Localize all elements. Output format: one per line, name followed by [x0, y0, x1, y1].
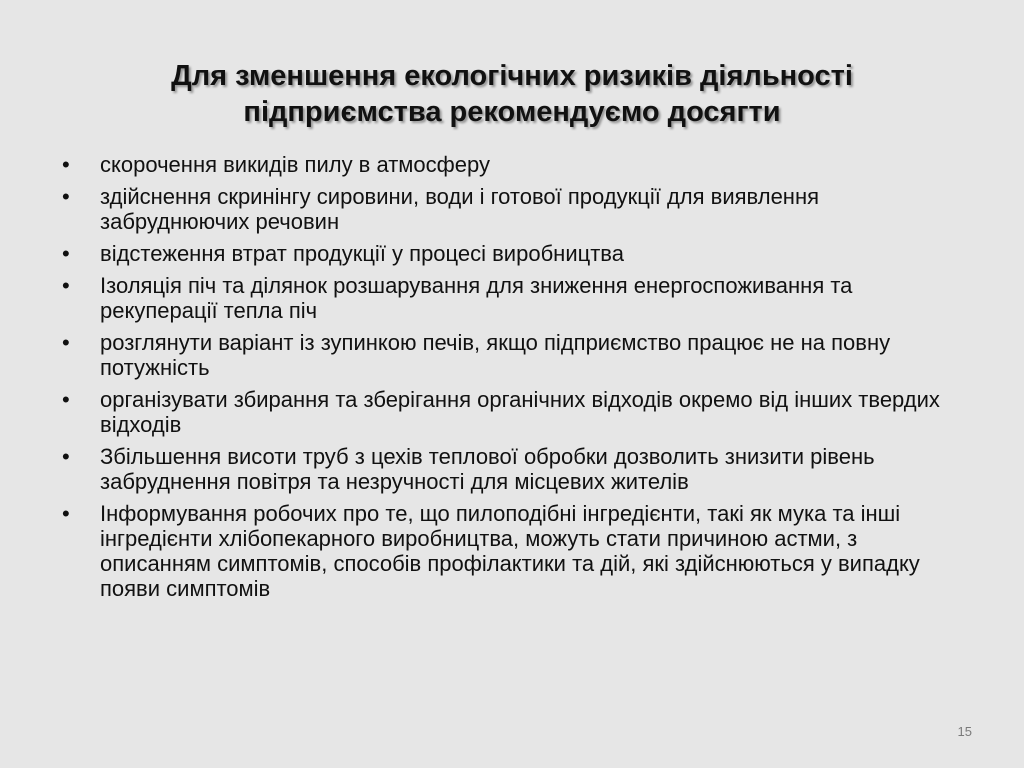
bullet-icon: • — [62, 273, 70, 298]
slide-title-line-2: підприємства рекомендуємо досягти — [243, 96, 781, 128]
bullet-icon: • — [62, 444, 70, 469]
bullet-text: організувати збирання та зберігання органічних відходів окремо від інших твердих відходів — [100, 387, 940, 437]
bullet-icon: • — [62, 241, 70, 266]
bullet-text: Збільшення висоти труб з цехів теплової обробки дозволить знизити рівень забруднення повітря та незручності для місцевих жителів — [100, 444, 875, 494]
bullet-text: Інформування робочих про те, що пилоподібні інгредієнти, такі як мука та інші інгредієнти хлібопекарного виробництва, можуть стати причиною астми, з описанням симптомів, способів профілактики та дій, які здійснюються у випадку появи симптомів — [100, 501, 920, 601]
slide-title — [96, 58, 928, 130]
bullet-icon: • — [62, 501, 70, 526]
bullet-text: Ізоляція піч та ділянок розшарування для зниження енергоспоживання та рекуперації тепла піч — [100, 273, 853, 323]
bullet-text: здійснення скринінгу сировини, води і готової продукції для виявлення забруднюючих речовин — [100, 184, 820, 234]
bullet-icon: • — [62, 387, 70, 412]
bullet-item — [62, 184, 952, 234]
bullet-text: відстеження втрат продукції у процесі виробництва — [100, 241, 624, 266]
bullet-item — [62, 273, 952, 323]
bullet-item — [62, 241, 952, 266]
page-number: 15 — [957, 724, 972, 739]
bullet-text: скорочення викидів пилу в атмосферу — [100, 152, 490, 177]
bullet-list — [62, 152, 952, 608]
bullet-item — [62, 330, 952, 380]
slide-title-line-1: Для зменшення екологічних ризиків діяльності — [171, 60, 853, 92]
bullet-icon: • — [62, 184, 70, 209]
bullet-item — [62, 387, 952, 437]
bullet-text: розглянути варіант із зупинкою печів, якщо підприємство працює не на повну потужність — [100, 330, 891, 380]
bullet-icon: • — [62, 330, 70, 355]
bullet-item — [62, 152, 952, 177]
bullet-item — [62, 501, 952, 601]
bullet-item — [62, 444, 952, 494]
bullet-icon: • — [62, 152, 70, 177]
